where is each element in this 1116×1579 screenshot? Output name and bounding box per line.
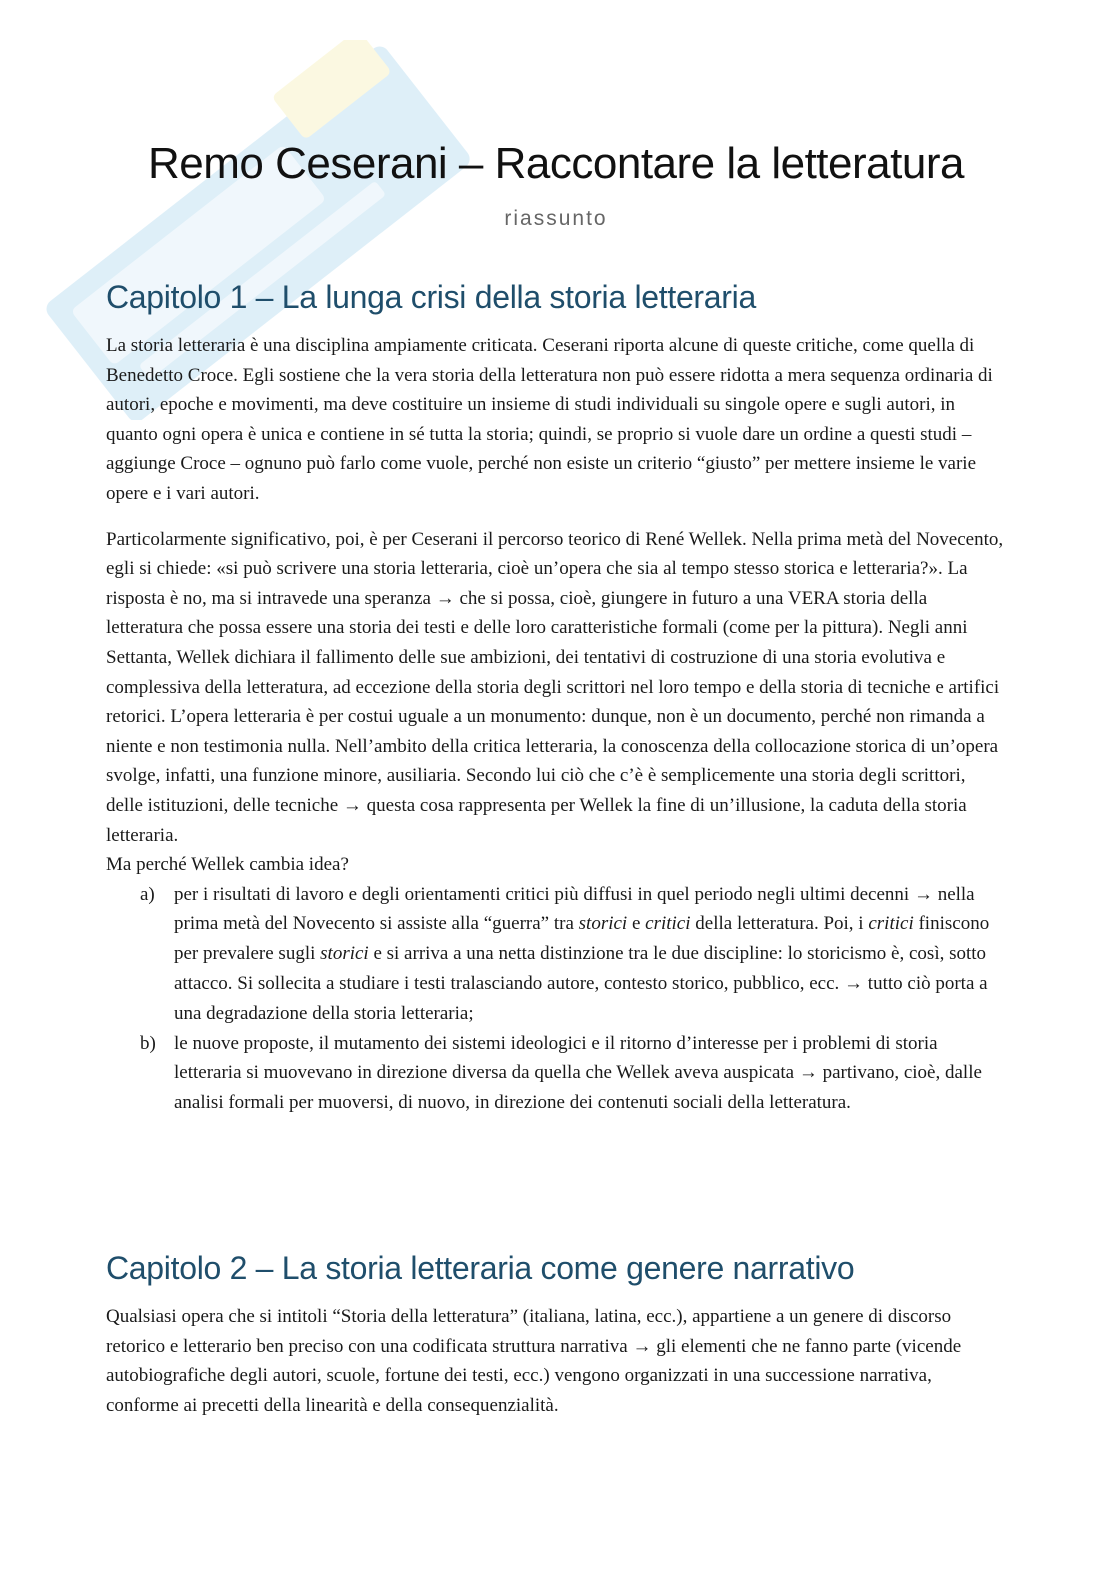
list-text: della letteratura. Poi, i (690, 913, 869, 935)
chapter-1-heading: Capitolo 1 – La lunga crisi della storia letteraria (106, 279, 756, 315)
list-text: finiscono per prevalere sugli (174, 913, 990, 965)
list-text: e (627, 913, 646, 935)
emphasis: storici (578, 913, 628, 935)
list-item (106, 880, 1006, 1029)
list-item (106, 1029, 1006, 1118)
chapter-2 (106, 1248, 1006, 1436)
emphasis: critici (868, 913, 914, 935)
chapter-1-question: Ma perché Wellek cambia idea? (106, 854, 349, 876)
chapter-1 (106, 277, 1006, 1118)
list-text: le nuove proposte, il mutamento dei sistemi ideologici e il ritorno d’interesse per i problemi di storia letteraria si muovevano in direzione diversa da quella che Wellek aveva auspicata → partivano, cioè, dalle analisi formali per muoversi, di nuovo, in direzione dei contenuti sociali della letteratura. (174, 1032, 982, 1114)
chapter-1-paragraph-1: La storia letteraria è una disciplina ampiamente criticata. Ceserani riporta alcune di queste critiche, come quella di Benedetto Croce. Egli sostiene che la vera storia della letteratura non può essere ridotta a mera sequenza ordinaria di autori, epoche e movimenti, ma deve costituire un insieme di studi individuali su singole opere e sugli autori, in quanto ogni opera è unica e contiene in sé tutta la storia; quindi, se proprio si vuole dare un ordine a questi studi – aggiunge Croce – ognuno può farlo come vuole, perché non esiste un criterio “giusto” per mettere insieme le varie opere e i vari autori. (106, 335, 993, 504)
emphasis: critici (645, 913, 691, 935)
list-marker: b) (140, 1032, 156, 1054)
chapter-1-paragraph-2: Particolarmente significativo, poi, è per Ceserani il percorso teorico di René Wellek. Nella prima metà del Novecento, egli si chiede: «si può scrivere una storia letteraria, cioè un’opera che sia al tempo stesso storica e letteraria?». La risposta è no, ma si intravede una speranza → che si possa, cioè, giungere in futuro a una VERA storia della letteratura che possa essere una storia dei testi e delle loro caratteristiche formali (come per la pittura). Negli anni Settanta, Wellek dichiara il fallimento delle sue ambizioni, dei tentativi di costruzione di una storia evolutiva e complessiva della letteratura, ad eccezione della storia degli scrittori nel loro tempo e della storia di tecniche e artifici retorici. L’opera letteraria è per costui uguale a un monumento: dunque, non è un documento, perché non rimanda a niente e non testimonia nulla. Nell’ambito della critica letteraria, la conoscenza della collocazione storica di un’opera svolge, infatti, una funzione minore, ausiliaria. Secondo lui ciò che c’è è semplicemente una storia degli scrittori, delle istituzioni, delle tecniche → questa cosa rappresenta per Wellek la fine di un’illusione, la caduta della storia letteraria. (106, 528, 1004, 846)
emphasis: storici (320, 943, 369, 965)
list-marker: a) (140, 883, 155, 905)
reasons-list (106, 880, 1006, 1118)
chapter-2-heading: Capitolo 2 – La storia letteraria come genere narrativo (106, 1250, 855, 1286)
list-text: e si arriva a una netta distinzione tra le due discipline: lo storicismo è, così, sotto attacco. Si sollecita a studiare i testi tralasciando autore, contesto storico, pubblico, ecc. → tutto ciò porta a una degradazione della storia letteraria; (174, 943, 988, 1024)
document-title: Remo Ceserani – Raccontare la letteratura (148, 139, 964, 188)
document-subtitle: riassunto (504, 207, 608, 230)
chapter-2-paragraph-1: Qualsiasi opera che si intitoli “Storia della letteratura” (italiana, latina, ecc.), appartiene a un genere di discorso retorico e letterario ben preciso con una codificata struttura narrativa → gli elementi che ne fanno parte (vicende autobiografiche degli autori, scuole, fortune dei testi, ecc.) vengono organizzati in una successione narrativa, conforme ai precetti della linearità e della consequenzialità. (106, 1306, 962, 1416)
list-text: per i risultati di lavoro e degli orientamenti critici più diffusi in quel periodo negli ultimi decenni → nella prima metà del Novecento si assiste alla “guerra” tra (174, 883, 975, 935)
